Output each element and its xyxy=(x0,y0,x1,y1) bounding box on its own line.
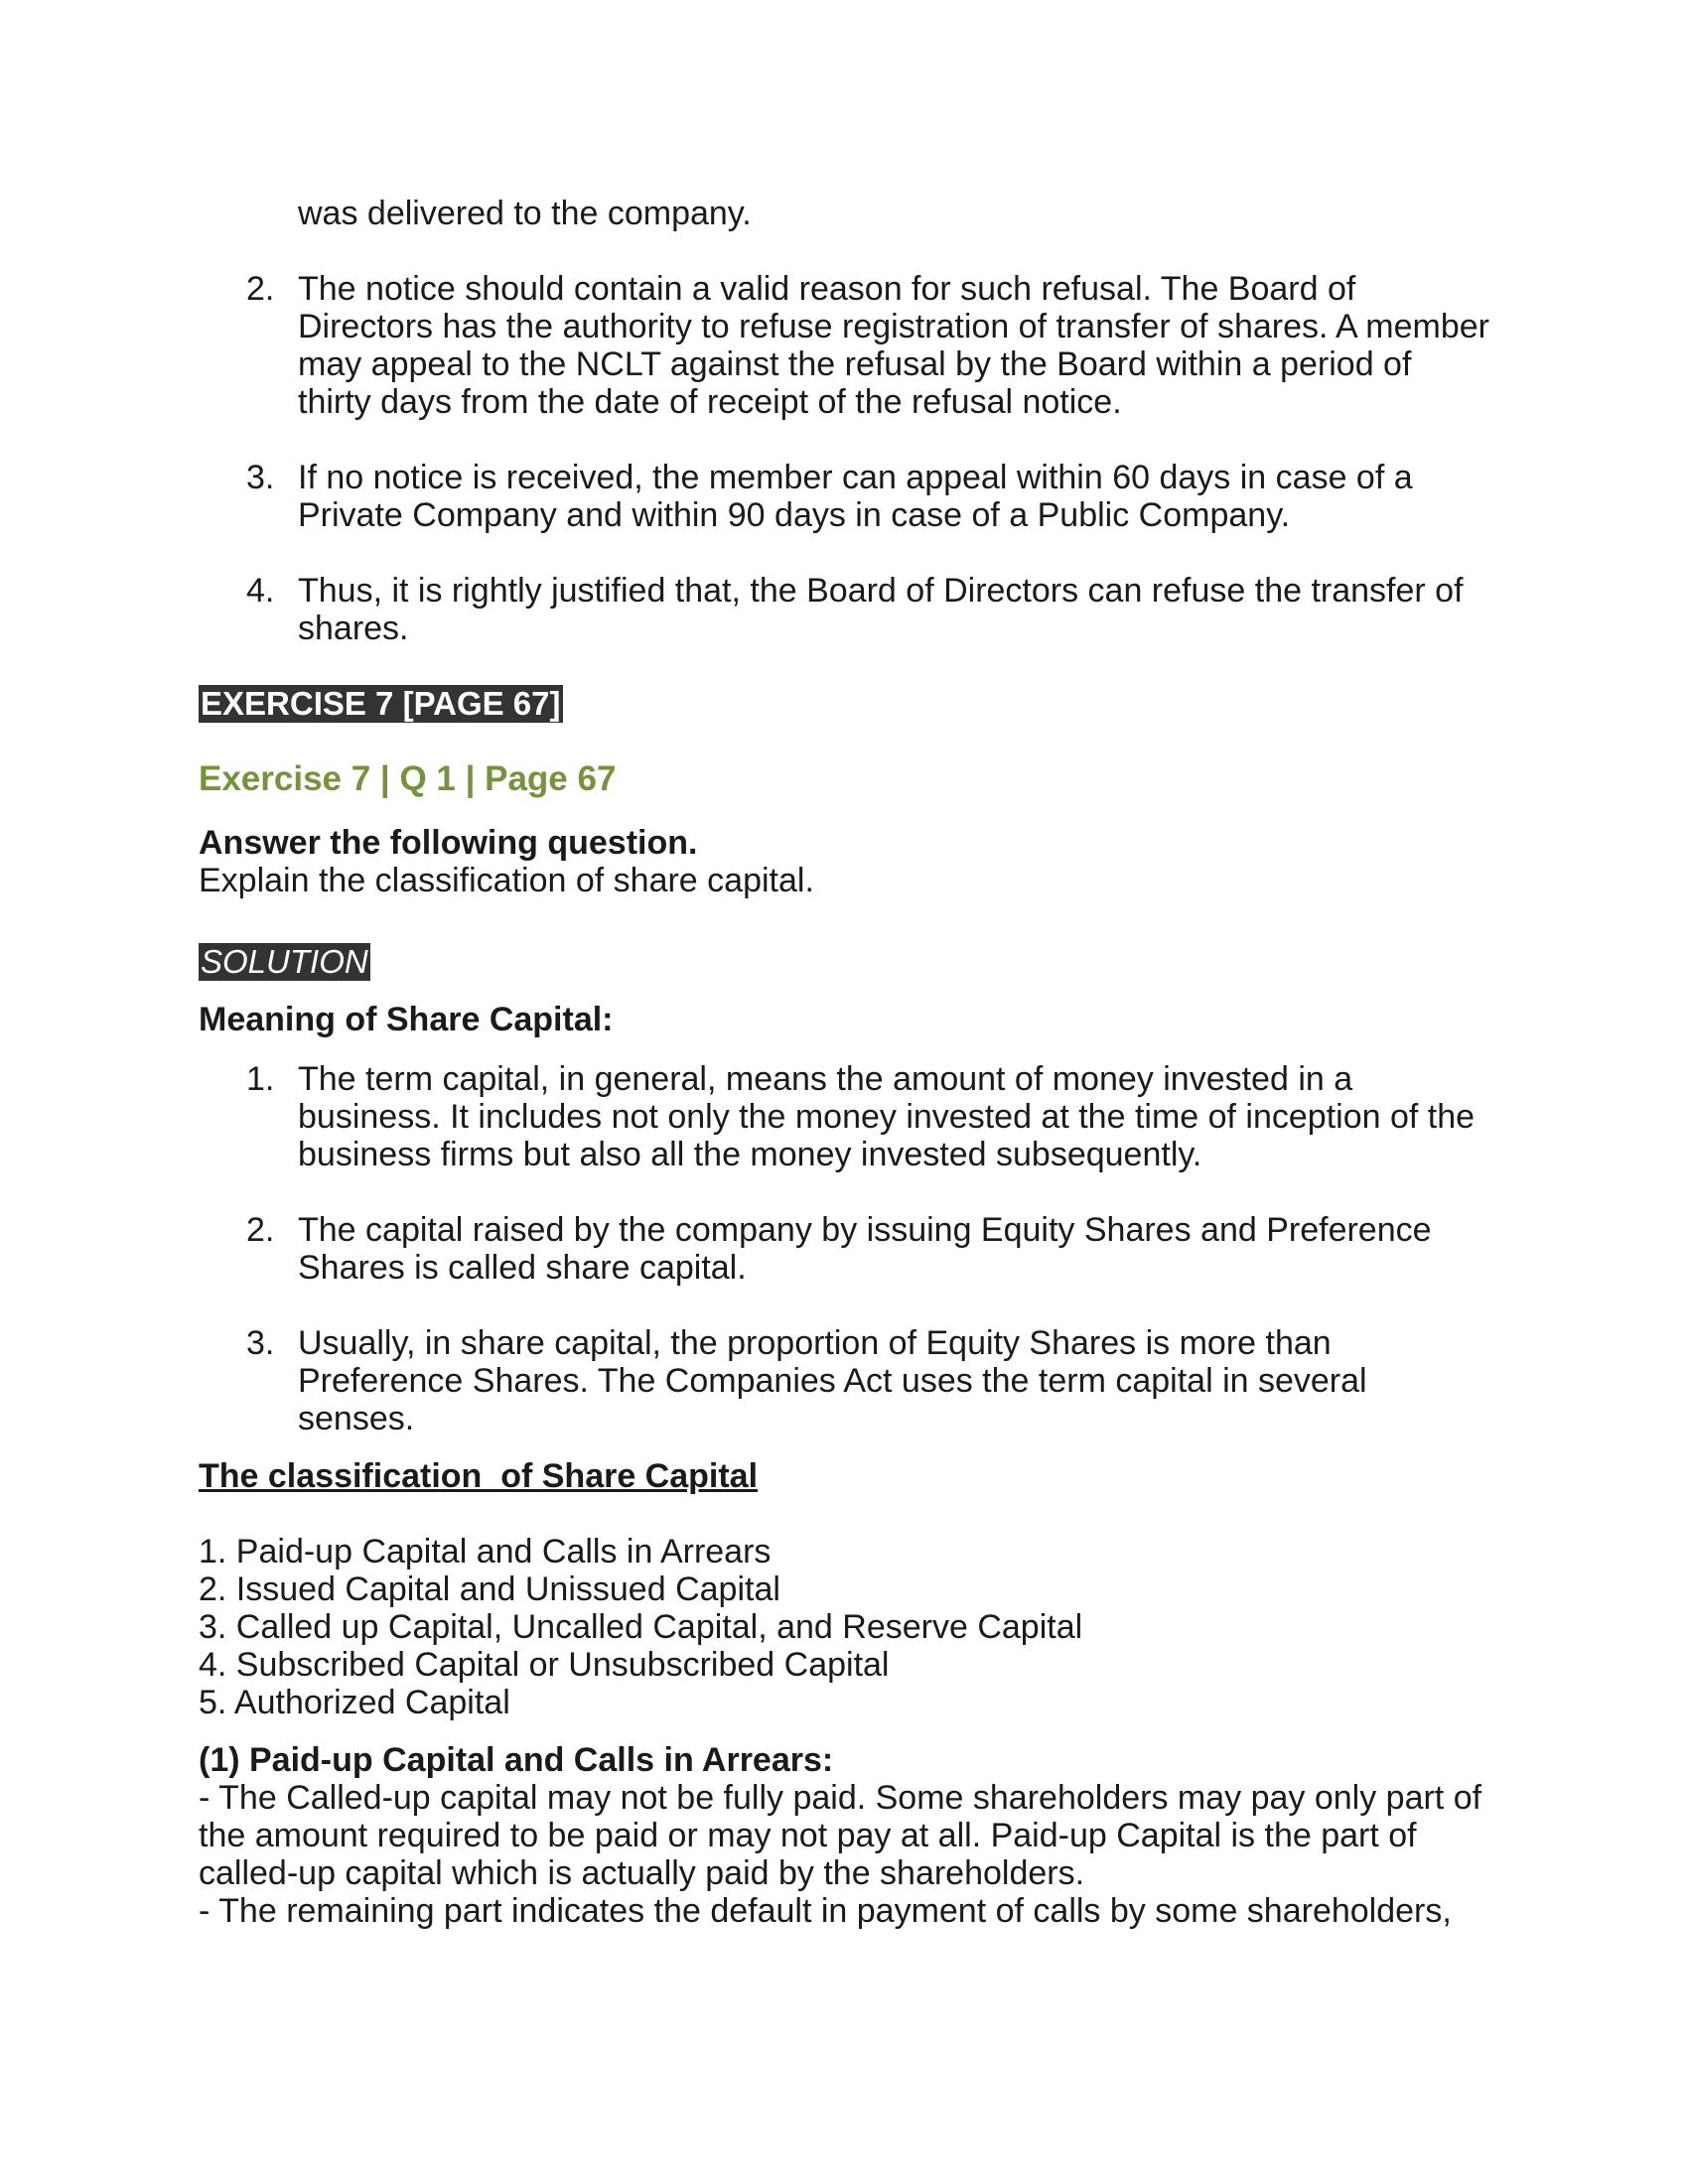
list-item xyxy=(199,1324,1489,1437)
solution-label: SOLUTION xyxy=(201,943,368,980)
section1-paragraph: - The Called-up capital may not be fully paid. Some shareholders may pay only part of the amount required to be paid or may not pay at all. Paid-up Capital is the part of called-up capital which is actually paid by the shareholders. xyxy=(199,1779,1482,1892)
list-number: 2. xyxy=(246,1211,275,1249)
list-item xyxy=(199,459,1489,534)
list-text: The capital raised by the company by issuing Equity Shares and Preference Shares is called share capital. xyxy=(298,1211,1432,1287)
list-text: Thus, it is rightly justified that, the Board of Directors can refuse the transfer of shares. xyxy=(298,572,1464,647)
classification-item: 5. Authorized Capital xyxy=(199,1684,510,1721)
list-item xyxy=(199,1060,1489,1173)
section1-title: (1) Paid-up Capital and Calls in Arrears: xyxy=(199,1741,834,1779)
list-number: 2. xyxy=(246,270,275,308)
list-number: 4. xyxy=(246,572,275,610)
question-reference: Exercise 7 | Q 1 | Page 67 xyxy=(199,759,617,798)
classification-item: 4. Subscribed Capital or Unsubscribed Capital xyxy=(199,1646,890,1684)
refusal-list xyxy=(199,270,1489,647)
document-page xyxy=(199,195,1489,1930)
exercise-heading-row xyxy=(199,685,1489,723)
list-item xyxy=(199,572,1489,647)
list-text: The notice should contain a valid reason for such refusal. The Board of Directors has the authority to refuse registration of transfer of shares. A member may appeal to the NCLT against the refusal by the Board within a period of thirty days from the date of receipt of the refusal notice. xyxy=(298,270,1489,421)
continued-text: was delivered to the company. xyxy=(298,195,752,232)
meaning-title: Meaning of Share Capital: xyxy=(199,1001,614,1038)
classification-item: 2. Issued Capital and Unissued Capital xyxy=(199,1570,780,1608)
list-item xyxy=(199,270,1489,421)
list-text: The term capital, in general, means the amount of money invested in a business. It includes not only the money invested at the time of inception of the business firms but also all the money invested subsequently. xyxy=(298,1060,1476,1173)
instruction: Answer the following question. xyxy=(199,824,698,862)
list-item xyxy=(199,1211,1489,1287)
meaning-list xyxy=(199,1060,1489,1437)
list-number: 3. xyxy=(246,1324,275,1362)
classification-list xyxy=(199,1533,1489,1721)
question-text: Explain the classification of share capital. xyxy=(199,862,814,899)
list-number: 3. xyxy=(246,459,275,496)
section1-paragraph: - The remaining part indicates the default in payment of calls by some shareholders, xyxy=(199,1892,1452,1930)
list-text: Usually, in share capital, the proportion of Equity Shares is more than Preference Shares. The Companies Act uses the term capital in several senses. xyxy=(298,1324,1367,1437)
classification-item: 3. Called up Capital, Uncalled Capital, and Reserve Capital xyxy=(199,1608,1083,1646)
list-text: If no notice is received, the member can appeal within 60 days in case of a Private Company and within 90 days in case of a Public Company. xyxy=(298,459,1413,534)
classification-item: 1. Paid-up Capital and Calls in Arrears xyxy=(199,1533,772,1570)
solution-label-row xyxy=(199,943,1489,981)
classification-title: The classification of Share Capital xyxy=(199,1457,759,1495)
list-number: 1. xyxy=(246,1060,275,1098)
exercise-heading: EXERCISE 7 [PAGE 67] xyxy=(201,685,561,722)
